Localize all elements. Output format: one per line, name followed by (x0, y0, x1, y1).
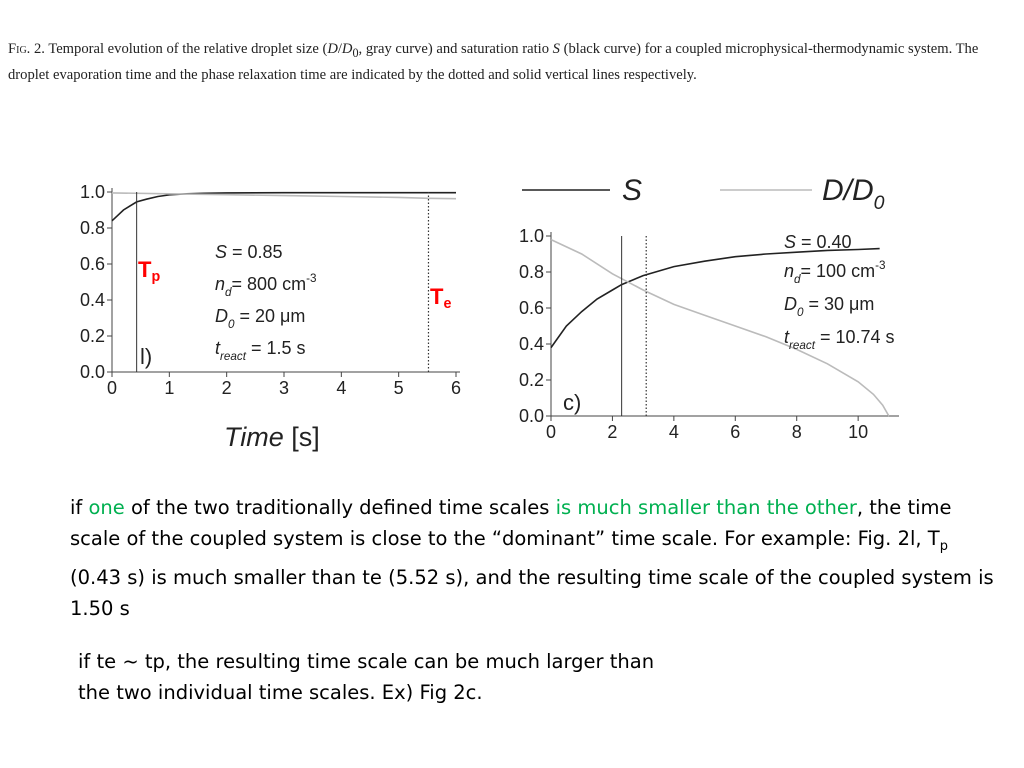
chart0-annotation-2: $D_0 = 20$ μm (215, 306, 306, 331)
chart1-x-tick-label: 2 (607, 422, 618, 442)
chart0-y-tick-label: 0.2 (79, 326, 105, 346)
chart0-x-tick-label: 3 (278, 378, 290, 398)
chart1-y-tick-label: 0.8 (518, 262, 544, 282)
caption-d: D (327, 41, 338, 57)
chart0-vline-label-e: Te (430, 284, 452, 312)
chart0-x-tick-label: 0 (106, 378, 118, 398)
chart1-x-tick-label: 8 (791, 422, 802, 442)
chart1-y-tick-label: 0.2 (518, 370, 544, 390)
chart1-x-tick-label: 10 (848, 422, 869, 442)
chart0-annotation-0: S = 0.85 (215, 242, 283, 262)
caption-s: S (552, 41, 560, 57)
chart0-y-tick-label: 0.0 (79, 362, 105, 382)
chart1-y-tick-label: 1.0 (518, 226, 544, 246)
para1-text-4: (0.43 s) is much smaller than te (5.52 s), and the resulting time scale of the coupled system is 1.50 s (70, 565, 994, 620)
chart0-x-tick-label: 2 (221, 378, 232, 398)
caption-slash: / (337, 41, 342, 57)
chart0-x-tick-label: 5 (393, 378, 404, 398)
para1-text-2: of the two traditionally defined time scales (124, 496, 556, 519)
chart0-y-tick-label: 0.4 (79, 290, 105, 310)
chart0-x-tick-label: 4 (336, 378, 347, 398)
chart1-y-tick-label: 0.4 (518, 334, 544, 354)
chart0-annotation-3: $t_{react} = 1.5$ s (215, 338, 306, 363)
para1-highlight-smaller: is much smaller than the other (555, 496, 857, 519)
para1-text-1: if (70, 496, 89, 519)
chart0-y-tick-label: 1.0 (79, 182, 105, 202)
paragraph-comparable-timescales (78, 646, 778, 708)
chart1-legend-label-1: $D/D_0$ (822, 174, 885, 214)
chart0-x-tick-label: 1 (164, 378, 175, 398)
caption-d0-sub: 0 (352, 45, 359, 60)
caption-text-3: (black curve) for a coupled microphysical-thermodynamic system. The droplet evaporation time and the phase relaxation time are indicated by the dotted and solid vertical lines respectively. (8, 41, 979, 83)
chart1-x-tick-label: 0 (545, 422, 557, 442)
caption-d0: D (341, 41, 353, 57)
para2-line-2: the two individual time scales. Ex) Fig 2c. (78, 681, 483, 704)
chart1-annotation-0: S = 0.40 (784, 232, 852, 252)
chart1-y-tick-label: 0.6 (518, 298, 544, 318)
figure-label: Fig. 2. (8, 41, 45, 57)
para1-highlight-one: one (88, 496, 125, 519)
chart0-vline-label-p: Tp (138, 257, 161, 285)
chart1-x-tick-label: 6 (730, 422, 741, 442)
chart1-y-tick-label: 0.0 (518, 406, 544, 426)
chart0-x-tick-label: 6 (450, 378, 462, 398)
chart1-annotation-2: $D_0 = 30$ μm (784, 294, 875, 319)
chart1-panel-label: c) (563, 390, 582, 415)
chart1-x-tick-label: 4 (668, 422, 679, 442)
chart1-legend-label-0: S (622, 174, 643, 207)
caption-text-2: , gray curve) and saturation ratio (358, 41, 553, 57)
chart0-panel-label: l) (140, 344, 153, 369)
chart0-annotation-1: $n_d= 800$ $cm^{-3}$ (215, 272, 317, 299)
chart0-y-tick-label: 0.8 (79, 218, 105, 238)
chart1-annotation-1: $n_d= 100$ $cm^{-3}$ (784, 259, 886, 286)
para1-sub-p: p (939, 538, 948, 554)
chart1-annotation-3: $t_{react} = 10.74$ s (784, 327, 895, 352)
para2-line-1: if te ~ tp, the resulting time scale can be much larger than (78, 650, 655, 673)
caption-text-1: Temporal evolution of the relative droplet size ( (48, 41, 328, 57)
para1-text-3: , the time scale of the coupled system is close to the “dominant” time scale. For example: Fig. 2l, T (70, 496, 952, 550)
chart0-y-tick-label: 0.6 (79, 254, 105, 274)
paragraph-dominant-timescale (70, 492, 1000, 624)
chart0-x-axis-label: Time [s] (224, 422, 320, 452)
